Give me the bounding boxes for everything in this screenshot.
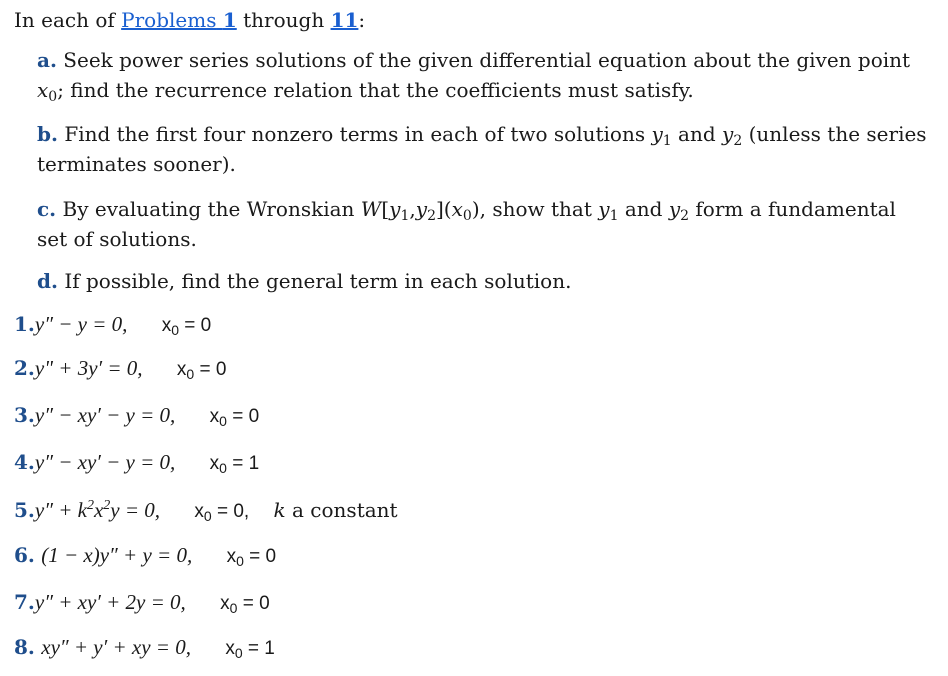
equation: y″ + xy′ + 2y = 0, [34, 590, 186, 614]
equation: $y'' + k^2x^2y = 0$, [34, 498, 161, 522]
problem-5 [14, 496, 398, 526]
initial-point: $x_0 = 1$ [225, 638, 275, 661]
part-c-text-3: form a fundamental set of solutions. [37, 197, 896, 251]
sub-0: 0 [48, 89, 58, 105]
initial-point: $x_0 = 0$ [161, 315, 212, 338]
problem-number: 7. [14, 590, 35, 614]
problems-link[interactable]: Problems 1 [121, 8, 237, 32]
part-b [37, 119, 927, 179]
initial-point: $x_0 = 0$, [194, 501, 250, 524]
part-a-label: a. [37, 48, 57, 72]
problem-number: 6. [14, 543, 35, 567]
sub-1: 1 [400, 208, 410, 224]
part-c-label: c. [37, 197, 57, 221]
part-a-text-2: ; find the recurrence relation that the coefficients must satisfy. [57, 78, 694, 102]
sub-0: 0 [462, 208, 472, 224]
problem-2 [14, 354, 226, 384]
part-b-label: b. [37, 122, 58, 146]
part-d-text: If possible, find the general term in each solution. [64, 269, 572, 293]
initial-point: $x_0 = 0$ [226, 546, 277, 569]
equation: y″ − xy′ − y = 0, [34, 403, 176, 427]
sub-1: 1 [662, 133, 672, 149]
part-c-text-2: , show that [479, 197, 592, 221]
sub-2: 2 [427, 208, 436, 224]
and-word: and [678, 122, 716, 146]
part-d-label: d. [37, 269, 58, 293]
problem-4 [14, 448, 259, 478]
intro-prefix: In each of [14, 8, 115, 32]
sub-2: 2 [733, 133, 743, 149]
and-word: and [624, 197, 663, 221]
var-y1: y [651, 122, 663, 146]
bracket: [ [381, 197, 390, 221]
var-x: x [37, 78, 49, 102]
problem-1 [14, 310, 211, 340]
initial-point: $x_0 = 0$ [176, 359, 227, 382]
part-c-text: By evaluating the Wronskian [62, 197, 355, 221]
problem-7 [14, 588, 270, 618]
part-a-text: Seek power series solutions of the given differential equation about the given point [63, 48, 911, 72]
var-y2: y [415, 197, 428, 221]
problem-6 [14, 541, 276, 571]
sub-1: 1 [609, 208, 619, 224]
constant-note: k a constant [273, 498, 398, 522]
problem-number: 4. [14, 450, 35, 474]
equation: (1 − x)y″ + y = 0, [41, 543, 193, 567]
part-a [37, 45, 927, 105]
initial-point: $x_0 = 1$ [209, 453, 260, 476]
problem-number: 3. [14, 403, 35, 427]
intro-middle: through [243, 8, 325, 32]
sub-2: 2 [680, 208, 690, 224]
equation: y″ − y = 0, [34, 312, 128, 336]
problem-11-link[interactable]: 11 [330, 8, 359, 32]
var-y2: y [668, 197, 681, 221]
equation: xy″ + y′ + xy = 0, [41, 635, 191, 659]
wronskian-w: W [360, 197, 382, 221]
initial-point: $x_0 = 0$ [209, 406, 260, 429]
problem-number: 2. [14, 356, 35, 380]
intro-line [14, 6, 365, 34]
problem-number: 1. [14, 312, 35, 336]
intro-suffix: : [358, 8, 366, 32]
bracket: ]( [436, 197, 452, 221]
problem-8 [14, 633, 275, 663]
problem-3 [14, 401, 259, 431]
var-x: x [451, 197, 463, 221]
part-b-text-2: (unless the series terminates sooner). [37, 122, 927, 176]
initial-point: $x_0 = 0$ [220, 593, 270, 616]
var-y2: y [722, 122, 734, 146]
part-b-text: Find the first four nonzero terms in each of two solutions [64, 122, 646, 146]
var-y1: y [598, 197, 610, 221]
problem-number: 8. [14, 635, 35, 659]
problem-1-link[interactable]: 1 [222, 8, 237, 32]
problem-number: 5. [14, 498, 35, 522]
paren: ) [471, 197, 480, 221]
part-c [37, 194, 927, 254]
var-y1: y [389, 197, 401, 221]
part-d [37, 266, 927, 296]
equation: y" + 3y′ = 0, [34, 356, 143, 380]
equation: y″ − xy′ − y = 0, [34, 450, 176, 474]
comma: , [409, 197, 416, 221]
